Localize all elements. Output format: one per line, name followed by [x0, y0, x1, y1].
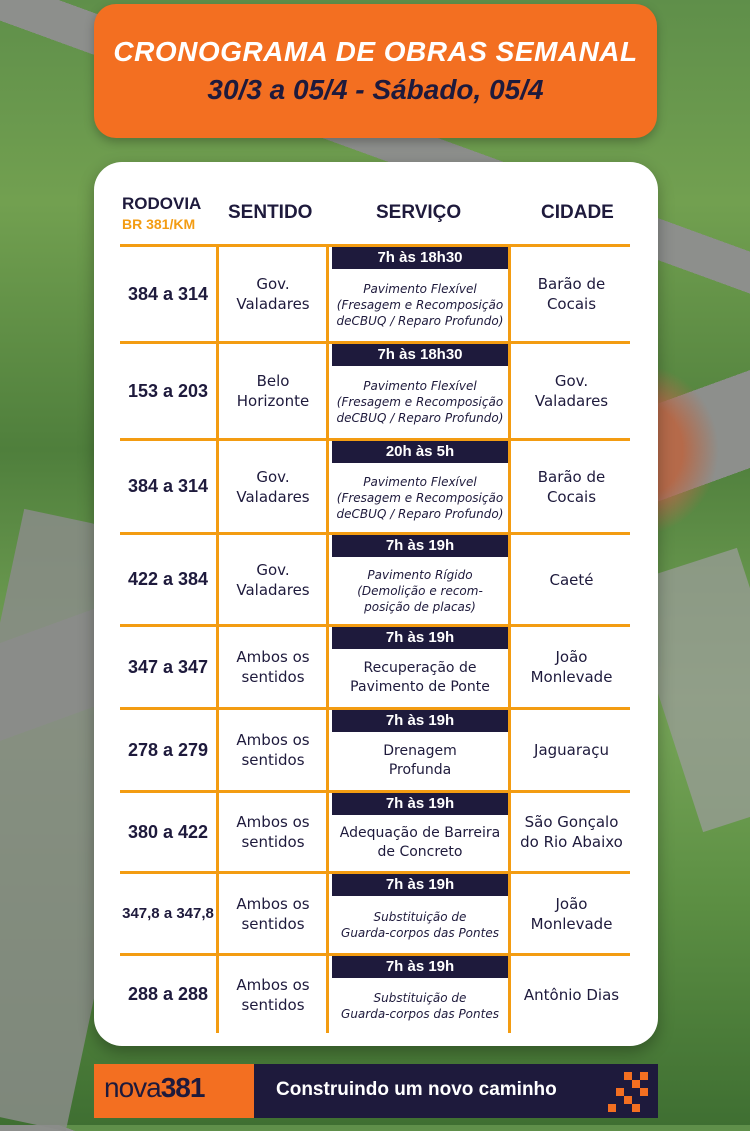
header-sentido: SENTIDO [228, 202, 313, 223]
cell-servico: Drenagem Profunda [383, 743, 457, 778]
column-divider [508, 532, 511, 624]
cell-sentido: Ambos os sentidos [236, 894, 310, 933]
cell-servico: Substituição de Guarda-corpos das Pontes [341, 990, 499, 1021]
table-row [120, 953, 630, 1033]
cell-sentido: Belo Horizonte [236, 372, 310, 410]
title-main: CRONOGRAMA DE OBRAS SEMANAL [113, 36, 638, 67]
table-row [120, 707, 630, 790]
cell-servico: Pavimento Flexível (Fresagem e Recomposição deCBUQ / Reparo Profundo) [336, 282, 504, 328]
cell-sentido: Ambos os sentidos [236, 975, 310, 1014]
table-row [120, 532, 630, 624]
cell-cidade: Caeté [549, 570, 594, 589]
column-divider [216, 438, 219, 532]
cell-sentido: Gov. Valadares [236, 560, 310, 599]
cell-km: 380 a 422 [127, 821, 209, 842]
cell-cidade: Jaguaraçu [534, 741, 609, 759]
column-divider [508, 341, 511, 438]
time-badge: 7h às 19h [332, 627, 508, 649]
column-divider [508, 790, 511, 871]
cell-sentido: Ambos os sentidos [236, 813, 310, 851]
column-divider [216, 624, 219, 707]
cell-servico: Pavimento Flexível (Fresagem e Recomposição deCBUQ / Reparo Profundo) [336, 379, 504, 425]
time-badge: 20h às 5h [332, 441, 508, 463]
cell-km: 153 a 203 [127, 380, 209, 401]
time-badge: 7h às 19h [332, 874, 508, 896]
cell-cidade: João Monlevade [530, 648, 613, 686]
header-rodovia: RODOVIA [122, 194, 202, 213]
footer-slogan: Construindo um novo caminho [276, 1079, 557, 1100]
logo-word: nova [104, 1072, 161, 1103]
table-row [120, 438, 630, 532]
column-divider [216, 532, 219, 624]
title-banner [94, 4, 657, 138]
cell-km: 384 a 314 [127, 476, 209, 496]
header-servico: SERVIÇO [376, 202, 462, 223]
time-badge: 7h às 19h [332, 956, 508, 978]
column-divider [508, 438, 511, 532]
column-divider [508, 244, 511, 341]
cell-km: 347 a 347 [127, 656, 209, 677]
header-cidade: CIDADE [541, 202, 614, 223]
column-divider [326, 871, 329, 953]
column-divider [216, 341, 219, 438]
column-divider [508, 953, 511, 1033]
cell-cidade: Barão de Cocais [537, 275, 606, 313]
cell-servico: Pavimento Flexível (Fresagem e Recomposição deCBUQ / Reparo Profundo) [336, 474, 504, 521]
time-badge: 7h às 19h [332, 535, 508, 557]
column-divider [326, 953, 329, 1033]
table-row [120, 871, 630, 953]
logo-number: 381 [160, 1072, 205, 1103]
cell-sentido: Gov. Valadares [236, 467, 310, 506]
column-divider [508, 871, 511, 953]
cell-cidade: Gov. Valadares [534, 372, 609, 410]
column-divider [326, 532, 329, 624]
table-row [120, 790, 630, 871]
table-row [120, 624, 630, 707]
column-divider [216, 871, 219, 953]
column-divider [326, 341, 329, 438]
cell-km: 347,8 a 347,8 [122, 905, 214, 922]
column-divider [326, 707, 329, 790]
column-divider [508, 707, 511, 790]
column-divider [508, 624, 511, 707]
column-divider [326, 624, 329, 707]
column-divider [216, 790, 219, 871]
cell-servico: Recuperação de Pavimento de Ponte [350, 660, 490, 695]
column-divider [216, 953, 219, 1033]
cell-sentido: Gov. Valadares [236, 275, 310, 313]
cell-cidade: São Gonçalo do Rio Abaixo [520, 813, 623, 851]
table-row [120, 341, 630, 438]
cell-cidade: Antônio Dias [523, 985, 620, 1004]
column-divider [216, 707, 219, 790]
cell-km: 278 a 279 [127, 739, 209, 760]
cell-sentido: Ambos os sentidos [236, 648, 310, 686]
cell-servico: Pavimento Rígido (Demolição e recom- posição de placas) [357, 567, 483, 614]
time-badge: 7h às 19h [332, 793, 508, 815]
column-divider [216, 244, 219, 341]
brand-logo [94, 1064, 254, 1118]
schedule-card [94, 162, 658, 1046]
time-badge: 7h às 18h30 [332, 247, 508, 269]
cell-km: 288 a 288 [127, 984, 209, 1004]
footer-bar [94, 1064, 658, 1118]
cell-km: 384 a 314 [127, 283, 209, 304]
table-row [120, 244, 630, 341]
column-divider [326, 438, 329, 532]
cell-cidade: João Monlevade [530, 894, 613, 933]
table-header [94, 192, 658, 242]
title-dates: 30/3 a 05/4 - Sábado, 05/4 [207, 74, 544, 105]
column-divider [326, 244, 329, 341]
cell-cidade: Barão de Cocais [537, 467, 606, 506]
time-badge: 7h às 19h [332, 710, 508, 732]
cell-km: 422 a 384 [127, 569, 209, 589]
time-badge: 7h às 18h30 [332, 344, 508, 366]
cell-servico: Substituição de Guarda-corpos das Pontes [341, 909, 499, 940]
cell-sentido: Ambos os sentidos [236, 731, 310, 769]
cell-servico: Adequação de Barreira de Concreto [339, 825, 501, 860]
column-divider [326, 790, 329, 871]
header-rodovia-sub: BR 381/KM [122, 216, 196, 232]
